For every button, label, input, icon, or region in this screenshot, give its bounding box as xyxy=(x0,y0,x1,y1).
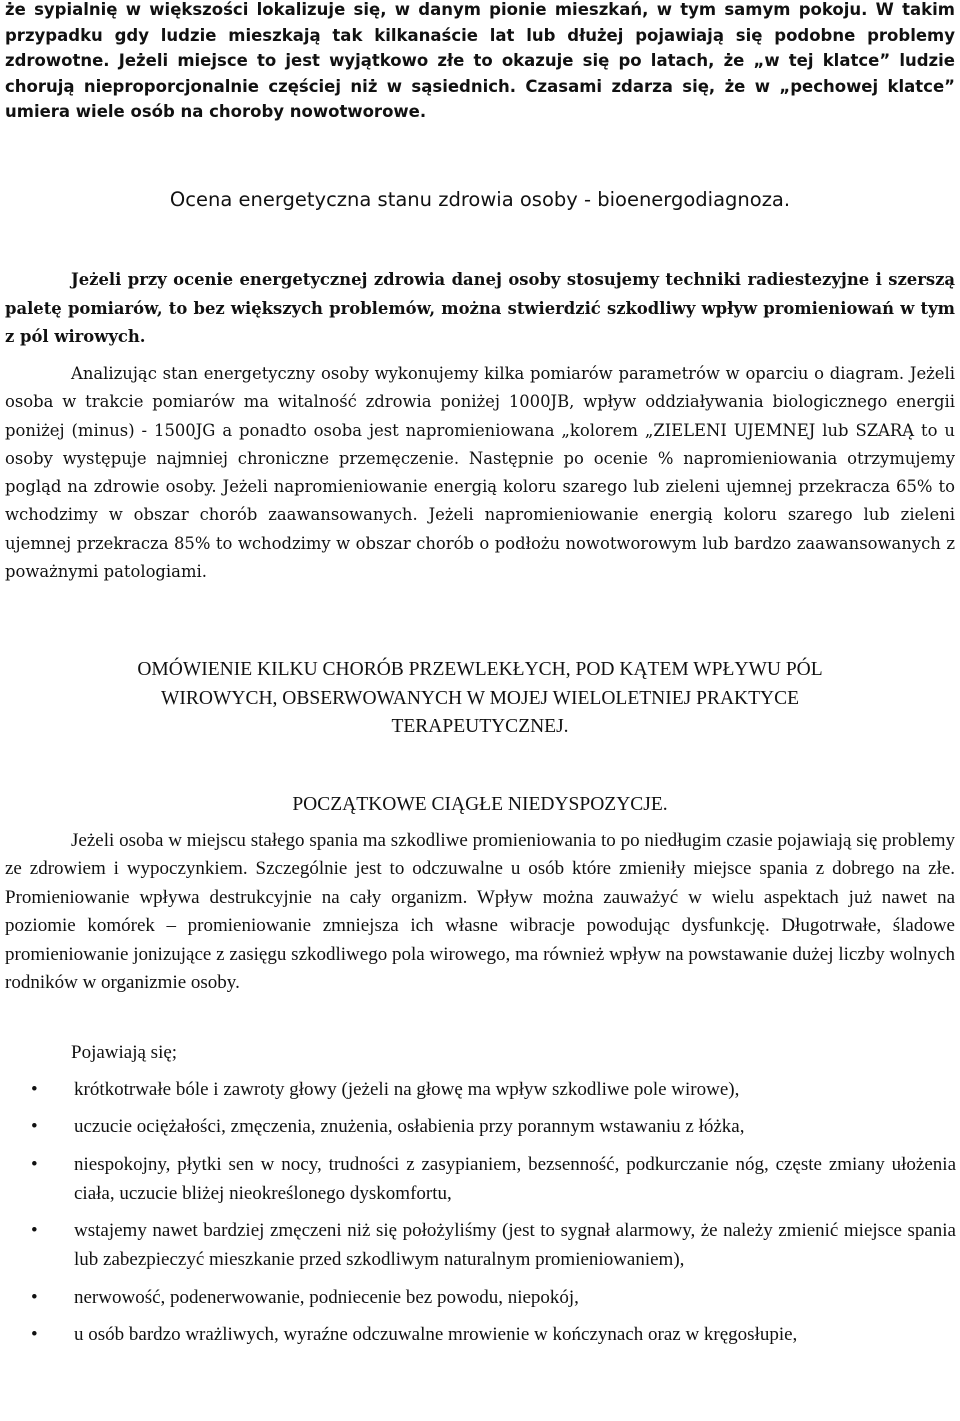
list-item-text: u osób bardzo wrażliwych, wyraźne odczuwalne mrowienie w kończynach oraz w kręgosłupie, xyxy=(74,1324,798,1346)
list-item-text: uczucie ociężałości, zmęczenia, znużenia, osłabienia przy porannym wstawaniu z łóżka, xyxy=(74,1116,745,1138)
section-heading-initial-indispositions: POCZĄTKOWE CIĄGŁE NIEDYSPOZYCJE. xyxy=(292,794,668,815)
main-heading-line-3: TERAPEUTYCZNEJ. xyxy=(391,716,569,737)
main-heading xyxy=(5,656,955,742)
diagnosis-analysis-text: Analizując stan energetyczny osoby wykonujemy kilka pomiarów parametrów w oparciu o diagram. Jeżeli osoba w trakcie pomiarów ma witalność zdrowia poniżej 1000JB, wpływ oddziaływania biologicznego energii poniżej (minus) - 1500JG a ponadto osoba jest napromieniowana „kolorem „ZIELENI UJEMNEJ lub SZARĄ to u osoby występuje najmniej chroniczne przemęczenie. Następnie po ocenie % napromieniowania otrzymujemy pogląd na zdrowie osoby. Jeżeli napromieniowanie energią koloru szarego lub zieleni ujemnej przekracza 65% to wchodzimy w obszar chorób zaawansowanych. Jeżeli napromieniowanie energią koloru szarego lub zieleni ujemnej przekracza 85% to wchodzimy w obszar chorób o podłożu nowotworowym lub bardzo zaawansowanych z poważnymi patologiami. xyxy=(5,364,955,582)
bioenergodiagnosis-intro-paragraph: Jeżeli przy ocenie energetycznej zdrowia danej osoby stosujemy techniki radiestezyjne i szerszą paletę pomiarów, to bez większych problemów, można stwierdzić szkodliwy wpływ promieniowań w tym z pól wirowych. xyxy=(5,270,955,346)
main-heading-line-2: WIROWYCH, OBSERWOWANYCH W MOJEJ WIELOLETNIEJ PRAKTYCE xyxy=(160,687,800,709)
list-item xyxy=(0,1283,956,1312)
list-item xyxy=(0,1216,956,1275)
section-heading-bioenergodiagnosis: Ocena energetyczna stanu zdrowia osoby - bioenergodiagnoza. xyxy=(169,188,791,211)
list-intro: Pojawiają się; xyxy=(71,1042,178,1063)
bullet-icon: • xyxy=(31,1153,38,1175)
bullet-icon: • xyxy=(31,1079,38,1100)
bullet-icon: • xyxy=(31,1286,38,1308)
list-item-text: niespokojny, płytki sen w nocy, trudności z zasypianiem, bezsenność, podkurczanie nóg, częste zmiany ułożenia ciała, uczucie bliżej nieokreślonego dyskomfortu, xyxy=(74,1153,956,1204)
intro-paragraph: że sypialnię w większości lokalizuje się, w danym pionie mieszkań, w tym samym pokoju. W takim przypadku gdy ludzie mieszkają tak kilkanaście lat lub dłużej pojawiają się podobne problemy zdrowotne. Jeżeli miejsce to jest wyjątkowo złe to okazuje się po latach, że „w tej klatce” ludzie chorują nieproporcjonalnie częściej niż w sąsiednich. Czasami zdarza się, że w „pechowej klatce” umiera wiele osób na choroby nowotworowe. xyxy=(5,0,955,122)
main-heading-line-1: OMÓWIENIE KILKU CHORÓB PRZEWLEKŁYCH, POD KĄTEM WPŁYWU PÓL xyxy=(137,659,823,680)
list-item xyxy=(0,1075,956,1104)
list-item-text: wstajemy nawet bardziej zmęczeni niż się położyliśmy (jest to sygnał alarmowy, że należy zmienić miejsce spania lub zabezpieczyć mieszkanie przed szkodliwym naturalnym promieniowaniem), xyxy=(74,1220,956,1271)
bullet-icon: • xyxy=(31,1220,38,1242)
list-item xyxy=(0,1320,956,1349)
bullet-icon: • xyxy=(31,1116,38,1138)
diagnosis-analysis-paragraph xyxy=(5,360,955,586)
list-item xyxy=(0,1112,956,1141)
initial-indispositions-paragraph: Jeżeli osoba w miejscu stałego spania ma szkodliwe promieniowania to po niedługim czasie pojawiają się problemy ze zdrowiem i wypoczynkiem. Szczególnie jest to odczuwalne u osób które zmieniły miejsce spania z dobrego na złe. Promieniowanie wpływa destrukcyjnie na cały organizm. Wpływ można zauważyć w wielu aspektach już nawet na poziomie komórek – promieniowanie zmniejsza ich własne wibracje powodując dysfunkcję. Długotrwałe, śladowe promieniowanie jonizujące z zasięgu szkodliwego pola wirowego, ma również wpływ na powstawanie dużej liczby wolnych rodników w organizmie osoby. xyxy=(5,830,955,994)
bullet-icon: • xyxy=(31,1324,38,1346)
list-item xyxy=(0,1150,956,1209)
list-item-text: krótkotrwałe bóle i zawroty głowy (jeżeli na głowę ma wpływ szkodliwe pole wirowe), xyxy=(74,1079,740,1100)
symptom-list xyxy=(0,1075,956,1349)
list-item-text: nerwowość, podenerwowanie, podniecenie bez powodu, niepokój, xyxy=(74,1286,579,1308)
